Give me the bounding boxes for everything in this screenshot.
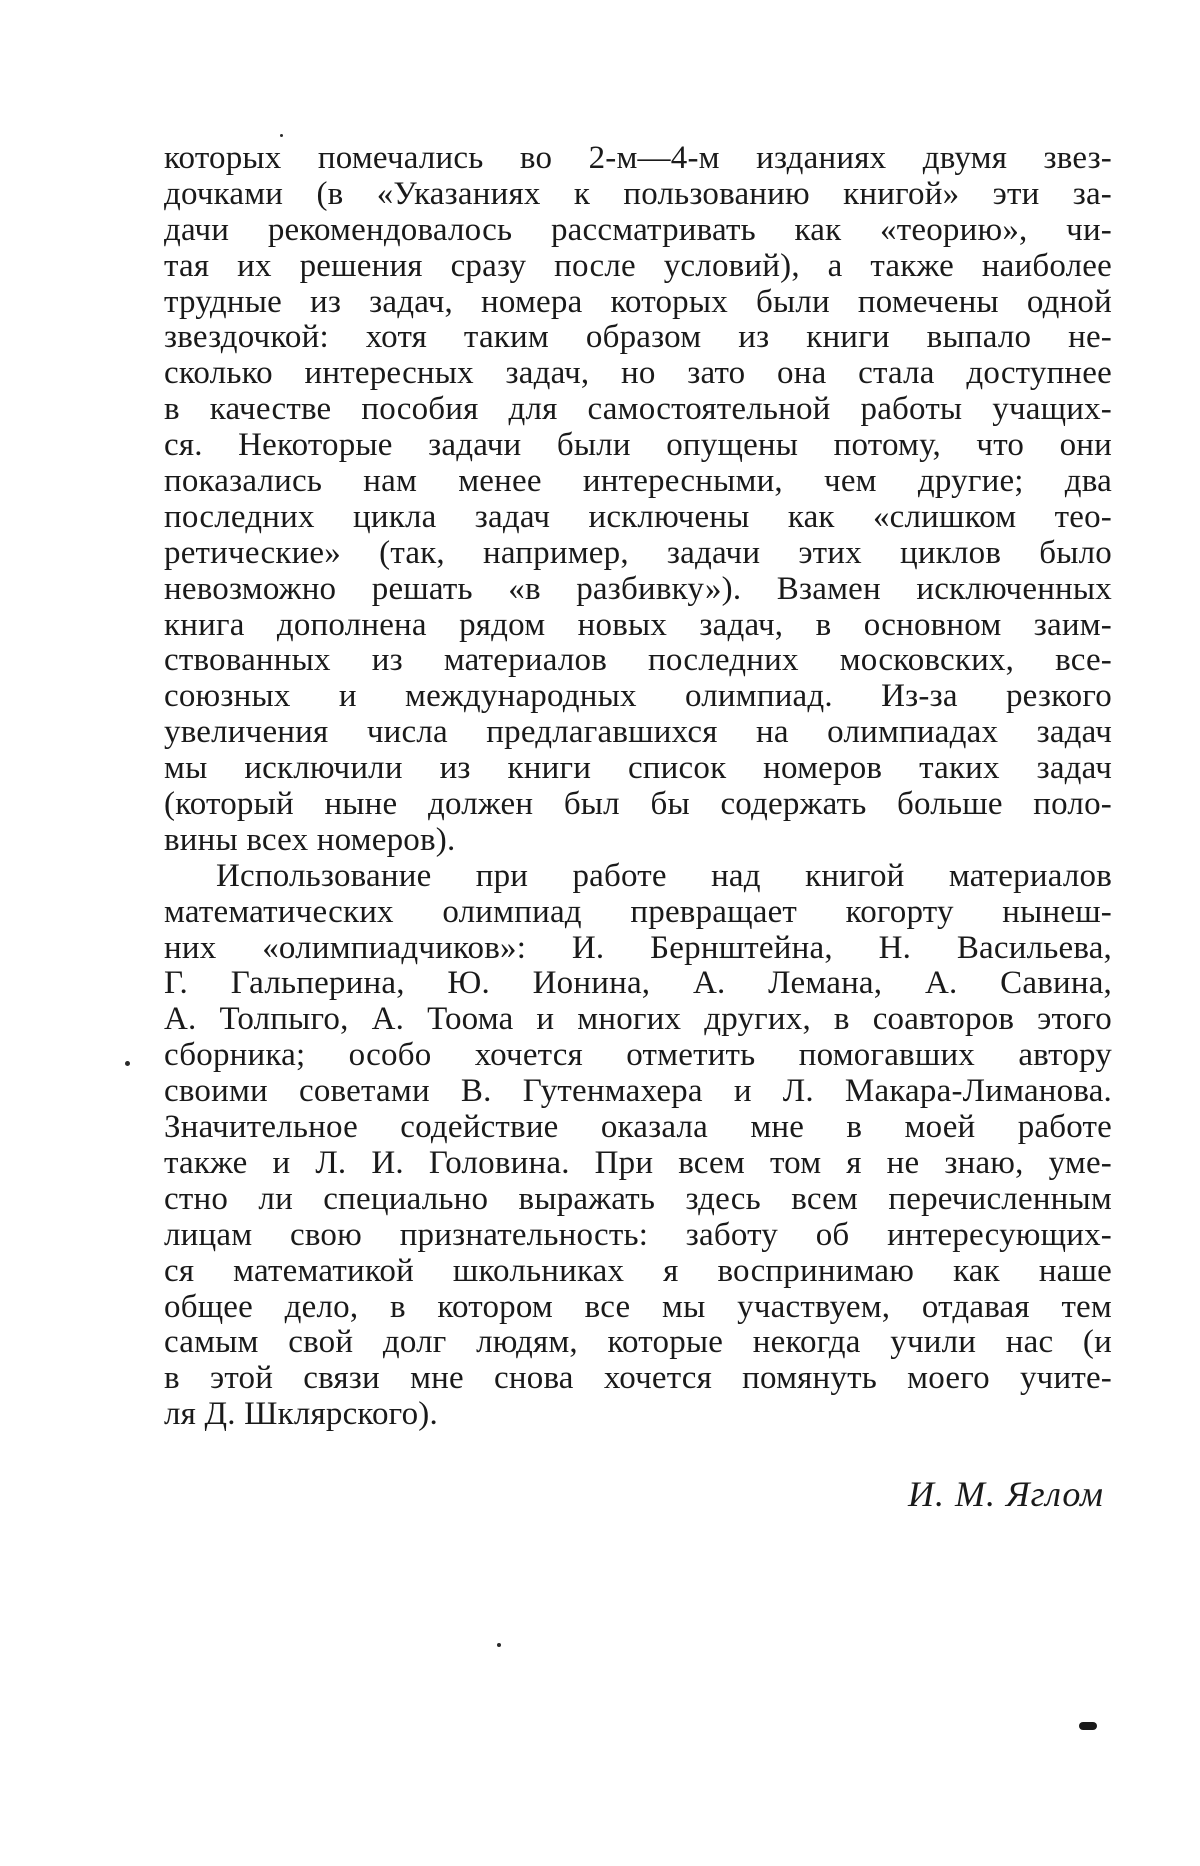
text-line: тая их решения сразу после условий), а также наиболее — [164, 249, 1112, 285]
text-line: звездочкой: хотя таким образом из книги выпало не- — [164, 320, 1112, 356]
text-line: ствованных из материалов последних московских, все- — [164, 643, 1112, 679]
text-line: общее дело, в котором все мы участвуем, отдавая тем — [164, 1290, 1112, 1326]
text-line: Использование при работе над книгой материалов — [164, 859, 1112, 895]
text-line: лицам свою признательность: заботу об интересующих- — [164, 1218, 1112, 1254]
text-line: Значительное содействие оказала мне в моей работе — [164, 1110, 1112, 1146]
text-line: А. Толпыго, А. Тоома и многих других, в соавторов этого — [164, 1002, 1112, 1038]
text-line: них «олимпиадчиков»: И. Бернштейна, Н. Васильева, — [164, 931, 1112, 967]
text-line: сколько интересных задач, но зато она стала доступнее — [164, 356, 1112, 392]
text-line: математических олимпиад превращает когорту нынеш- — [164, 895, 1112, 931]
text-line: ся математикой школьниках я воспринимаю как наше — [164, 1254, 1112, 1290]
text-line: дочками (в «Указаниях к пользованию книгой» эти за- — [164, 177, 1112, 213]
text-line: самым свой долг людям, которые некогда учили нас (и — [164, 1325, 1112, 1361]
text-line: которых помечались во 2-м—4-м изданиях двумя звез- — [164, 141, 1112, 177]
author-signature: И. М. Яглом — [908, 1473, 1104, 1515]
preface-text — [164, 141, 1112, 1433]
print-speck — [497, 1643, 501, 1647]
text-line: книга дополнена рядом новых задач, в основном заим- — [164, 608, 1112, 644]
text-line: в качестве пособия для самостоятельной работы учащих- — [164, 392, 1112, 428]
text-line: последних цикла задач исключены как «слишком тео- — [164, 500, 1112, 536]
text-line: также и Л. И. Головина. При всем том я не знаю, уме- — [164, 1146, 1112, 1182]
text-line: ля Д. Шклярского). — [164, 1397, 1112, 1433]
text-line: в этой связи мне снова хочется помянуть моего учите- — [164, 1361, 1112, 1397]
print-speck — [280, 134, 283, 137]
book-page — [0, 0, 1200, 1866]
text-line: трудные из задач, номера которых были помечены одной — [164, 285, 1112, 321]
text-line: вины всех номеров). — [164, 823, 1112, 859]
page-end-mark — [1079, 1722, 1097, 1730]
text-line: дачи рекомендовалось рассматривать как «теорию», чи- — [164, 213, 1112, 249]
text-line: союзных и международных олимпиад. Из-за резкого — [164, 679, 1112, 715]
text-line: Г. Гальперина, Ю. Ионина, А. Лемана, А. Савина, — [164, 966, 1112, 1002]
text-line: мы исключили из книги список номеров таких задач — [164, 751, 1112, 787]
text-line: показались нам менее интересными, чем другие; два — [164, 464, 1112, 500]
text-line: стно ли специально выражать здесь всем перечисленным — [164, 1182, 1112, 1218]
print-speck — [125, 1061, 130, 1066]
text-line: ретические» (так, например, задачи этих циклов было — [164, 536, 1112, 572]
text-line: сборника; особо хочется отметить помогавших автору — [164, 1038, 1112, 1074]
text-line: (который ныне должен был бы содержать больше поло- — [164, 787, 1112, 823]
text-line: ся. Некоторые задачи были опущены потому, что они — [164, 428, 1112, 464]
text-line: увеличения числа предлагавшихся на олимпиадах задач — [164, 715, 1112, 751]
text-line: своими советами В. Гутенмахера и Л. Макара-Лиманова. — [164, 1074, 1112, 1110]
text-line: невозможно решать «в разбивку»). Взамен исключенных — [164, 572, 1112, 608]
